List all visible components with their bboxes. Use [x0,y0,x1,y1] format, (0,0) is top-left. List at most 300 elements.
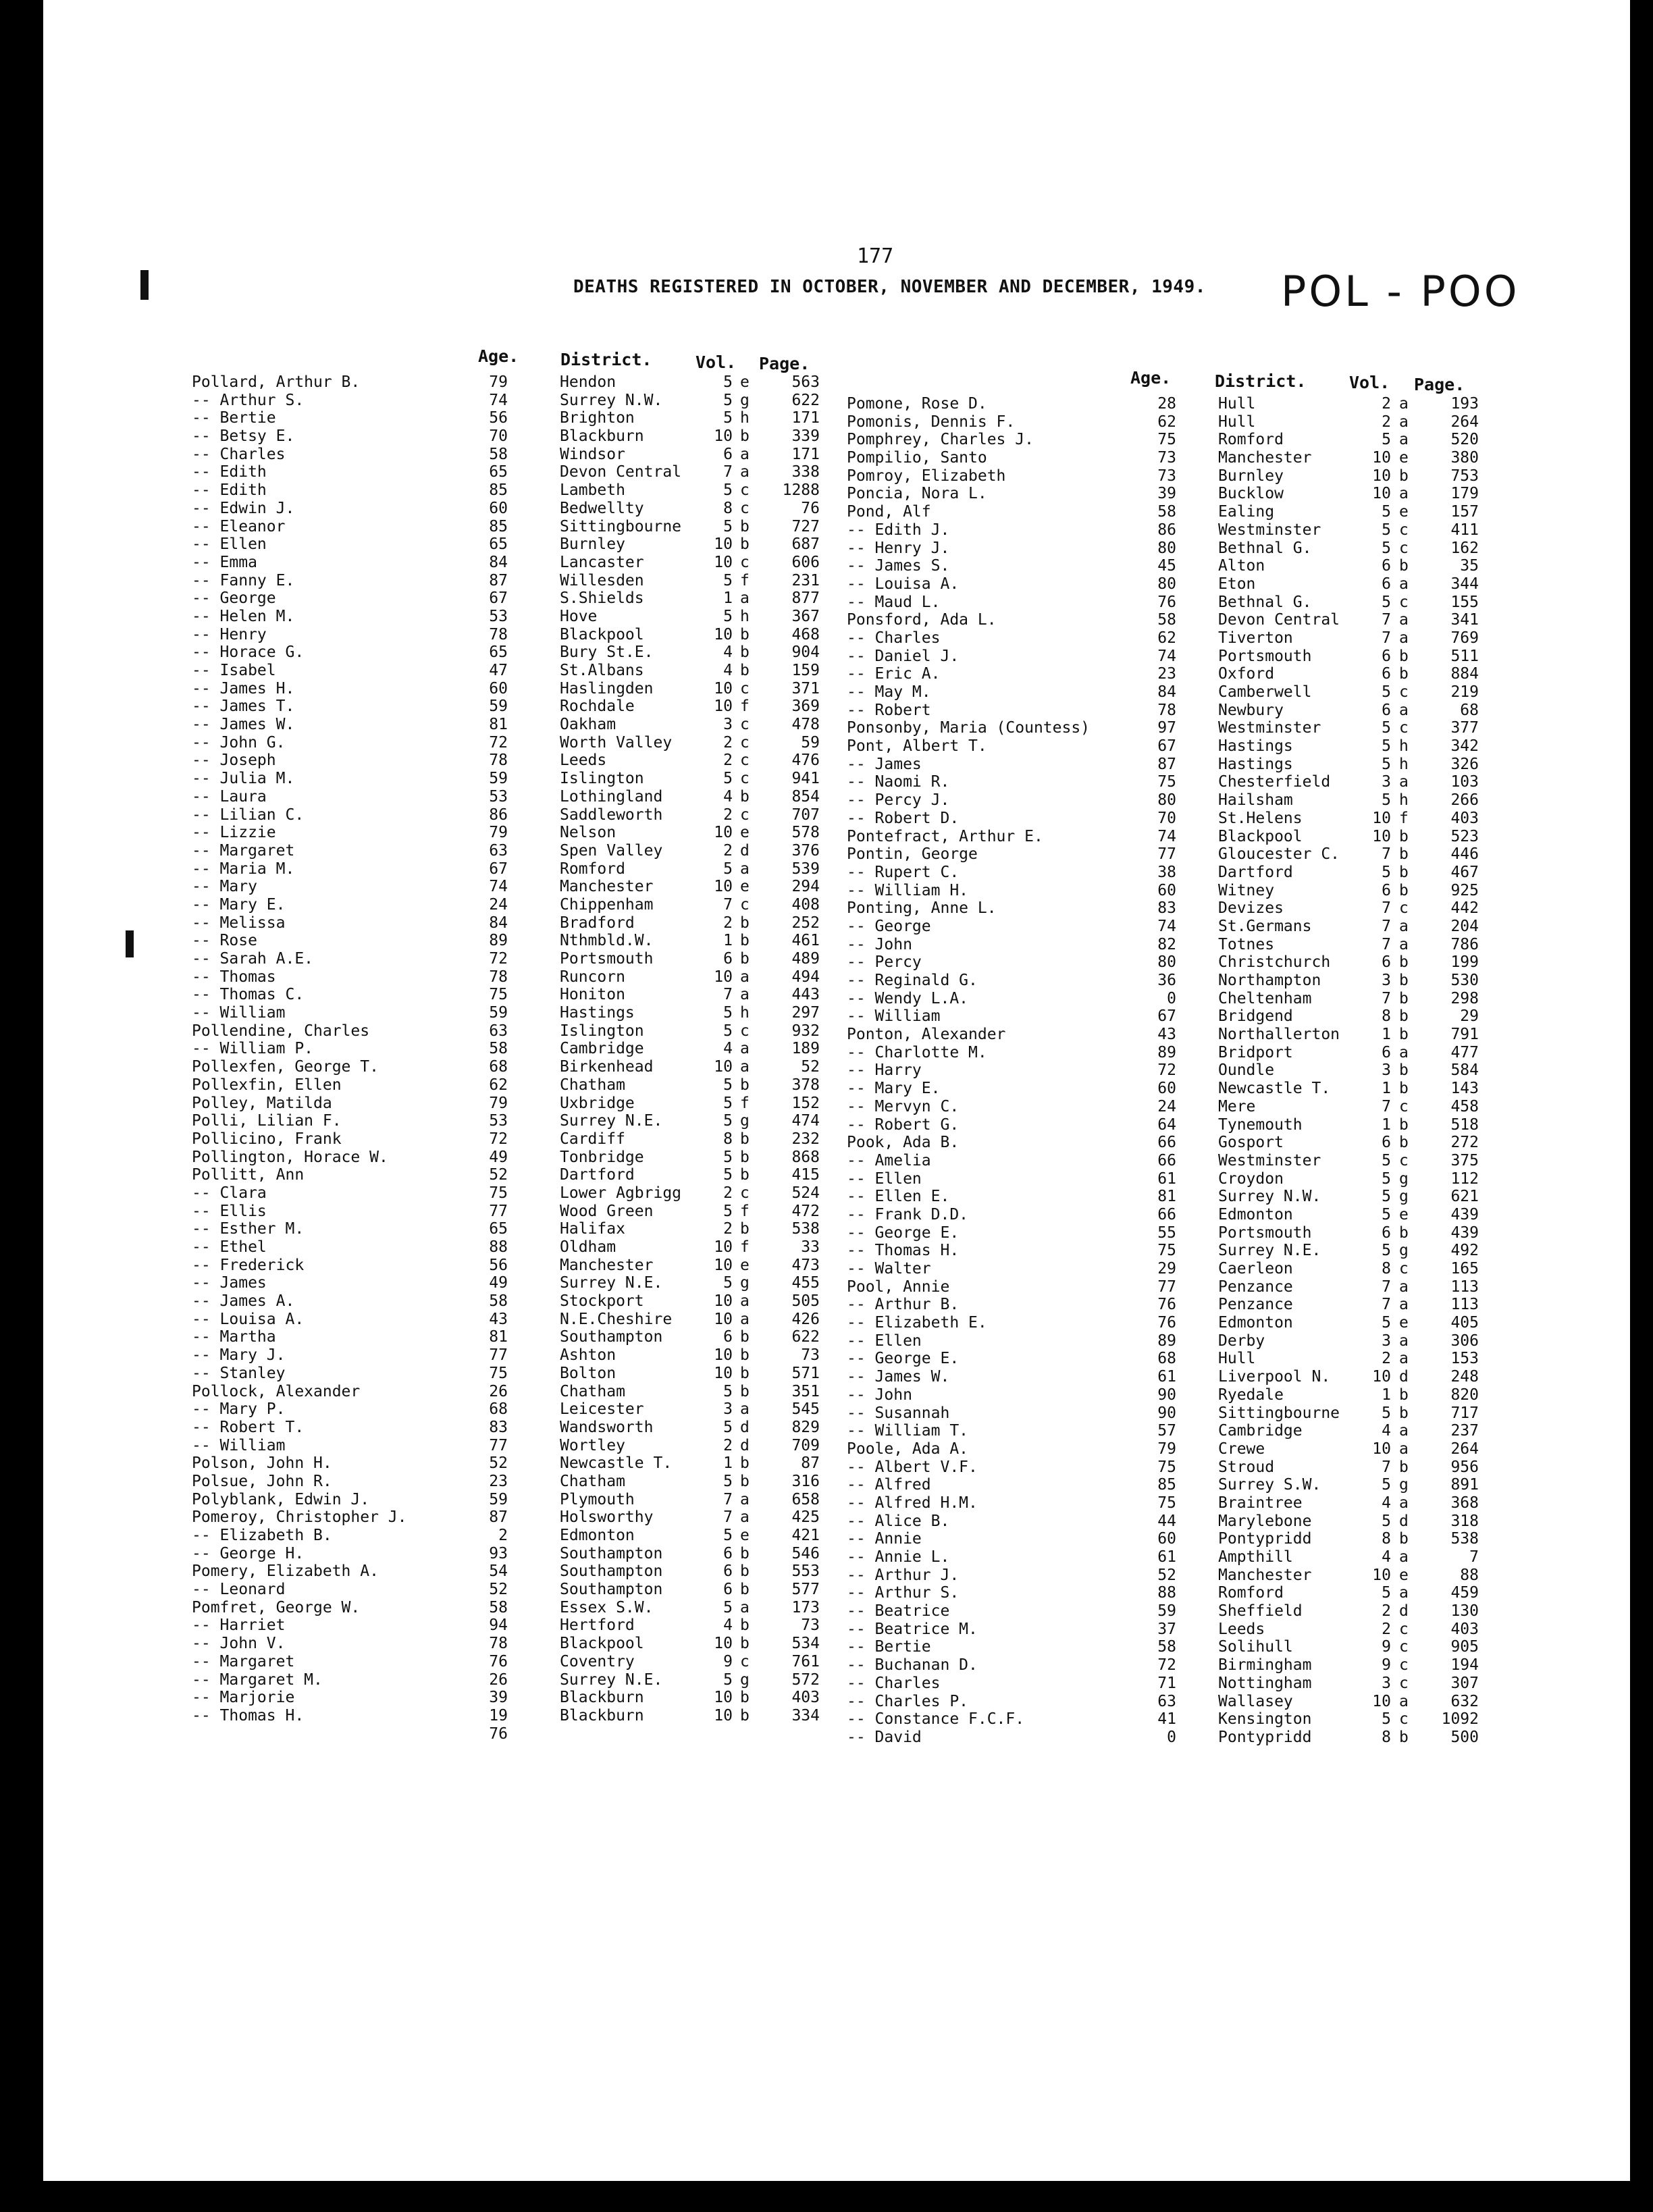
entry-name: -- Frank D.D. [847,1205,969,1223]
entry-row [192,1599,867,1617]
entry-volume: 4 [723,1616,733,1635]
entry-age: 71 [1157,1674,1176,1692]
entry-district: St.Albans [560,662,644,679]
entry-page: 143 [1450,1080,1479,1098]
entry-volume: 5 [723,1166,733,1184]
entry-district: Manchester [1218,1566,1312,1584]
entry-volume-letter: g [1399,1476,1409,1494]
entry-age: 63 [489,1022,508,1040]
entry-name: -- William [192,1436,286,1454]
entry-volume: 6 [723,1544,733,1562]
entry-volume: 10 [1372,809,1391,827]
entry-row [847,1512,1522,1531]
entry-name: Pomonis, Dennis F. [847,413,1016,431]
entry-district: Hastings [1218,755,1293,773]
entry-age: 52 [1157,1566,1176,1584]
entry-district: Runcorn [560,968,625,986]
entry-page: 73 [801,1346,820,1365]
entry-age: 54 [489,1562,508,1581]
entry-name: Pook, Ada B. [847,1134,960,1152]
entry-volume: 2 [1382,413,1391,431]
entry-district: Gloucester C. [1218,845,1340,864]
entry-name: -- George H. [192,1544,305,1562]
entry-volume-letter: a [1399,1692,1409,1710]
entry-name: -- Stanley [192,1364,286,1382]
entry-district: Lambeth [560,481,625,500]
entry-age: 53 [489,787,508,806]
entry-volume: 5 [1382,593,1391,611]
entry-page: 165 [1450,1260,1479,1278]
punch-mark-top [140,270,149,300]
entry-name: Pollicino, Frank [192,1130,342,1148]
entry-name: -- Charles [192,445,286,463]
entry-page: 442 [1450,899,1479,918]
entry-name: -- Elizabeth B. [192,1527,332,1544]
entry-volume-letter: a [740,463,750,481]
entry-district: Stockport [560,1292,644,1311]
entry-volume: 6 [1382,557,1391,575]
entry-district: Pontypridd [1218,1728,1312,1746]
entry-page: 88 [1460,1566,1479,1584]
entry-row [192,734,867,752]
entry-district: Sittingbourne [1218,1404,1340,1422]
entry-page: 461 [791,932,820,950]
entry-row [192,500,867,518]
entry-page: 7 [1469,1548,1479,1566]
entry-name: Pollard, Arthur B. [192,373,361,391]
entry-volume-letter: b [1399,647,1409,665]
entry-volume: 4 [723,1040,733,1058]
entry-district: Ryedale [1218,1386,1284,1404]
entry-age: 77 [489,1202,508,1220]
entry-district: Tynemouth [1218,1115,1303,1134]
entry-name: -- Thomas H. [192,1706,305,1724]
entry-age: 75 [1157,1242,1176,1260]
entry-page: 820 [1450,1386,1479,1404]
entry-volume-letter: b [740,1689,750,1707]
entry-name: -- Walter [847,1260,931,1278]
entry-age: 0 [1167,1728,1176,1746]
entry-age: 58 [489,1040,508,1058]
entry-volume: 1 [1382,1026,1391,1044]
entry-age: 64 [1157,1115,1176,1134]
entry-volume: 6 [1382,1043,1391,1061]
entry-page: 687 [791,535,820,554]
entry-volume: 2 [1382,1620,1391,1638]
entry-row [847,467,1522,485]
entry-district: Spen Valley [560,841,663,860]
entry-row [192,932,867,950]
entry-page: 342 [1450,737,1479,756]
entry-volume: 5 [1382,1242,1391,1260]
entry-age: 66 [1157,1151,1176,1169]
entry-name: -- Margaret [192,841,295,860]
entry-volume-letter: e [1399,449,1409,467]
entry-volume-letter: e [1399,1205,1409,1223]
entry-page: 231 [791,571,820,589]
entry-district: Wortley [560,1436,625,1454]
entry-name: -- James T. [192,697,295,716]
entry-age: 39 [489,1689,508,1707]
entry-name: -- Elizabeth E. [847,1314,987,1332]
entry-volume-letter: e [740,878,750,896]
entry-age: 70 [1157,809,1176,827]
entry-name: -- James W. [192,716,295,734]
entry-page: 403 [791,1689,820,1707]
entry-district: Cambridge [1218,1422,1303,1440]
entry-volume: 10 [1372,485,1391,503]
entry-volume-letter: f [740,1094,750,1112]
entry-volume-letter: a [740,860,750,878]
entry-age: 43 [489,1310,508,1328]
entry-row [847,594,1522,612]
entry-volume-letter: a [740,986,750,1004]
entry-page: 584 [1450,1061,1479,1080]
entry-volume-letter: a [740,968,750,986]
entry-district: Bolton [560,1364,616,1382]
entry-name: -- Maria M. [192,860,295,878]
entry-age: 89 [1157,1043,1176,1061]
entry-district: Coventry [560,1652,635,1670]
entry-volume: 5 [723,1527,733,1544]
entry-age: 60 [1157,1530,1176,1548]
entry-volume-letter: d [1399,1602,1409,1621]
entry-name: -- William P. [192,1040,314,1058]
entry-page: 727 [791,517,820,535]
entry-age: 97 [1157,719,1176,737]
entry-page: 545 [791,1400,820,1419]
entry-page: 87 [801,1454,820,1473]
entry-row [192,1653,867,1671]
entry-volume-letter: g [1399,1188,1409,1206]
entry-page: 443 [791,986,820,1004]
entry-name: -- James S. [847,557,950,575]
entry-volume-letter: b [740,1472,750,1490]
entry-district: Witney [1218,881,1275,899]
entry-volume-letter: a [740,1508,750,1527]
entry-page: 538 [791,1220,820,1238]
entry-district: Brighton [560,409,635,427]
entry-row [847,1476,1522,1494]
entry-age: 86 [1157,521,1176,539]
entry-name: Pollock, Alexander [192,1382,361,1400]
entry-volume: 10 [1372,449,1391,467]
entry-row [192,914,867,932]
entry-district: Hertford [560,1616,635,1635]
entry-volume-letter: b [740,625,750,643]
entry-volume: 8 [1382,1728,1391,1746]
entry-district: Westminster [1218,521,1321,539]
entry-district: Oldham [560,1238,616,1256]
page-title: DEATHS REGISTERED IN OCTOBER, NOVEMBER AND DECEMBER, 1949. [573,277,1206,297]
entry-row [192,643,867,662]
entry-age: 52 [489,1166,508,1184]
entry-district: Crewe [1218,1440,1265,1458]
entry-volume: 5 [723,391,733,409]
entry-name: Polyblank, Edwin J. [192,1490,370,1508]
entry-page: 405 [1450,1314,1479,1332]
entry-age: 78 [489,968,508,986]
entry-age: 62 [1157,629,1176,647]
entry-volume-letter: c [1399,1620,1409,1638]
entry-name: -- James H. [192,679,295,697]
entry-age: 87 [489,571,508,589]
entry-volume: 5 [1382,683,1391,701]
entry-district: Burnley [1218,467,1284,485]
entry-volume: 4 [1382,1494,1391,1512]
entry-district: Manchester [560,1256,654,1274]
entry-district: Hull [1218,413,1256,431]
entry-row [847,702,1522,720]
entry-page: 472 [791,1202,820,1220]
entry-page: 530 [1450,972,1479,989]
entry-page: 474 [791,1112,820,1130]
entry-name: -- John [847,935,912,953]
entry-district: Plymouth [560,1490,635,1508]
entry-volume-letter: b [1399,1061,1409,1080]
entry-district: Burnley [560,535,625,554]
entry-row [192,481,867,500]
entry-name: -- Rose [192,932,257,950]
entry-page: 334 [791,1706,820,1724]
entry-volume-letter: a [1399,1332,1409,1350]
entry-age: 24 [489,895,508,914]
entry-page: 455 [791,1274,820,1292]
entry-volume: 7 [1382,1278,1391,1296]
entry-volume-letter: c [740,1652,750,1670]
entry-age: 28 [1157,395,1176,413]
entry-name: -- Margaret [192,1652,295,1670]
entry-page: 171 [791,445,820,463]
entry-page: 266 [1450,791,1479,810]
entry-row [192,518,867,536]
entry-volume-letter: c [740,553,750,571]
entry-age: 65 [489,643,508,662]
entry-volume-letter: h [740,1004,750,1022]
entry-volume: 5 [723,1382,733,1400]
entry-name: -- Frederick [192,1256,305,1274]
entry-name: -- Isabel [192,662,276,679]
entry-volume: 4 [1382,1422,1391,1440]
entry-district: Bridport [1218,1043,1293,1061]
entry-volume-letter: g [1399,1242,1409,1260]
entry-age: 44 [1157,1512,1176,1530]
entry-name: -- Bertie [192,409,276,427]
entry-district: Devon Central [560,463,682,481]
entry-name: -- David [847,1728,922,1746]
entry-page: 130 [1450,1602,1479,1621]
entry-page: 941 [791,770,820,788]
entry-row [847,1098,1522,1116]
entry-row [192,1166,867,1184]
entry-row [192,1545,867,1563]
entry-district: Dartford [560,1166,635,1184]
entry-row [192,1238,867,1257]
entry-age: 60 [489,679,508,697]
entry-row [847,1602,1522,1621]
entry-row [847,1080,1522,1098]
entry-row [192,1328,867,1346]
entry-district: Bucklow [1218,485,1284,503]
entry-page: 297 [791,1004,820,1022]
entry-age: 39 [1157,485,1176,503]
entry-name: -- Wendy L.A. [847,989,969,1007]
entry-page: 103 [1450,773,1479,791]
entry-age: 90 [1157,1386,1176,1404]
entry-age: 79 [1157,1440,1176,1458]
entry-volume-letter: c [740,481,750,500]
entry-volume-letter: a [1399,629,1409,647]
entry-district: Bury St.E. [560,643,654,662]
entry-district: Southampton [560,1544,663,1562]
entry-volume: 6 [1382,647,1391,665]
entry-volume: 6 [1382,701,1391,719]
entry-volume-letter: c [1399,1097,1409,1115]
entry-volume: 5 [723,571,733,589]
entry-age: 77 [1157,845,1176,864]
entry-volume: 1 [1382,1080,1391,1098]
entry-volume-letter: d [1399,1368,1409,1386]
entry-volume: 3 [1382,1061,1391,1080]
entry-volume-letter: a [1399,611,1409,629]
entry-district: Newcastle T. [1218,1080,1331,1098]
entry-volume-letter: h [1399,755,1409,773]
entry-volume: 5 [1382,1188,1391,1206]
entry-age: 72 [1157,1656,1176,1675]
right-entries [847,395,1522,1747]
entry-row [192,392,867,410]
entry-volume: 9 [1382,1656,1391,1675]
entry-volume-letter: a [1399,1440,1409,1458]
entry-district: Cardiff [560,1130,625,1148]
entry-district: Kensington [1218,1710,1312,1729]
entry-row [192,878,867,896]
entry-page: 571 [791,1364,820,1382]
entry-age: 26 [489,1382,508,1400]
entry-name: -- Eleanor [192,517,286,535]
entry-volume: 7 [723,1490,733,1508]
entry-district: Surrey N.W. [1218,1188,1321,1206]
entry-age: 90 [1157,1404,1176,1422]
entry-page: 179 [1450,485,1479,503]
entry-row [847,449,1522,467]
entry-age: 79 [489,824,508,842]
entry-volume: 3 [1382,773,1391,791]
entry-volume: 10 [714,1292,733,1311]
entry-page: 29 [1460,1007,1479,1026]
entry-row [192,1292,867,1311]
entry-page: 237 [1450,1422,1479,1440]
entry-age: 76 [489,1724,508,1743]
entry-age: 56 [489,1256,508,1274]
entry-volume-letter: a [1399,1278,1409,1296]
entry-row [847,683,1522,702]
entry-district: Wallasey [1218,1692,1293,1710]
entry-district: Caerleon [1218,1260,1293,1278]
entry-name: -- Leonard [192,1581,286,1599]
entry-volume-letter: c [1399,899,1409,918]
entry-district: Halifax [560,1220,625,1238]
entry-volume: 5 [723,373,733,391]
entry-page: 189 [791,1040,820,1058]
entry-row [847,882,1522,900]
entry-district: Bridgend [1218,1007,1293,1026]
entry-name: -- William [192,1004,286,1022]
entry-page: 113 [1450,1278,1479,1296]
entry-district: N.E.Cheshire [560,1310,673,1328]
entry-name: -- Edith [192,481,267,500]
entry-age: 79 [489,1094,508,1112]
entry-age: 49 [489,1274,508,1292]
left-age-header: Age. [478,346,519,366]
entry-row [847,1530,1522,1548]
entry-district: Hailsham [1218,791,1293,810]
entry-page: 769 [1450,629,1479,647]
entry-district: Islington [560,770,644,788]
entry-volume: 2 [723,806,733,824]
entry-name: -- James W. [847,1368,950,1386]
entry-row [847,899,1522,918]
entry-volume: 10 [1372,467,1391,485]
entry-page: 306 [1450,1332,1479,1350]
entry-volume: 7 [1382,935,1391,953]
entry-district: Chesterfield [1218,773,1331,791]
entry-volume-letter: a [1399,413,1409,431]
entry-page: 476 [791,752,820,770]
entry-row [192,1220,867,1238]
entry-volume: 4 [723,662,733,679]
entry-age: 83 [1157,899,1176,918]
entry-page: 468 [791,625,820,643]
entry-page: 539 [791,860,820,878]
entry-age: 47 [489,662,508,679]
entry-page: 505 [791,1292,820,1311]
entry-district: Marylebone [1218,1512,1312,1530]
entry-volume: 1 [723,1454,733,1473]
entry-district: Islington [560,1022,644,1040]
entry-page: 152 [791,1094,820,1112]
entry-row [847,1350,1522,1368]
entry-name: -- Emma [192,553,257,571]
entry-volume: 10 [1372,1692,1391,1710]
entry-volume-letter: a [1399,917,1409,935]
entry-row [192,554,867,572]
entry-row [192,626,867,644]
entry-volume-letter: a [1399,1584,1409,1602]
entry-volume: 6 [723,445,733,463]
entry-page: 113 [1450,1296,1479,1314]
entry-volume: 10 [714,553,733,571]
entry-district: Tonbridge [560,1148,644,1166]
entry-page: 318 [1450,1512,1479,1530]
entry-row [192,1112,867,1130]
entry-district: Sittingbourne [560,517,682,535]
entry-page: 473 [791,1256,820,1274]
entry-page: 380 [1450,449,1479,467]
entry-name: -- Alfred [847,1476,931,1494]
entry-volume-letter: g [740,1274,750,1292]
entry-volume: 5 [1382,503,1391,521]
entry-row [847,1440,1522,1458]
entry-page: 264 [1450,1440,1479,1458]
entry-page: 272 [1450,1134,1479,1152]
entry-page: 786 [1450,935,1479,953]
entry-district: Blackpool [560,625,644,643]
entry-age: 65 [489,463,508,481]
entry-name: -- John G. [192,733,286,752]
entry-age: 80 [1157,791,1176,810]
entry-age: 94 [489,1616,508,1635]
